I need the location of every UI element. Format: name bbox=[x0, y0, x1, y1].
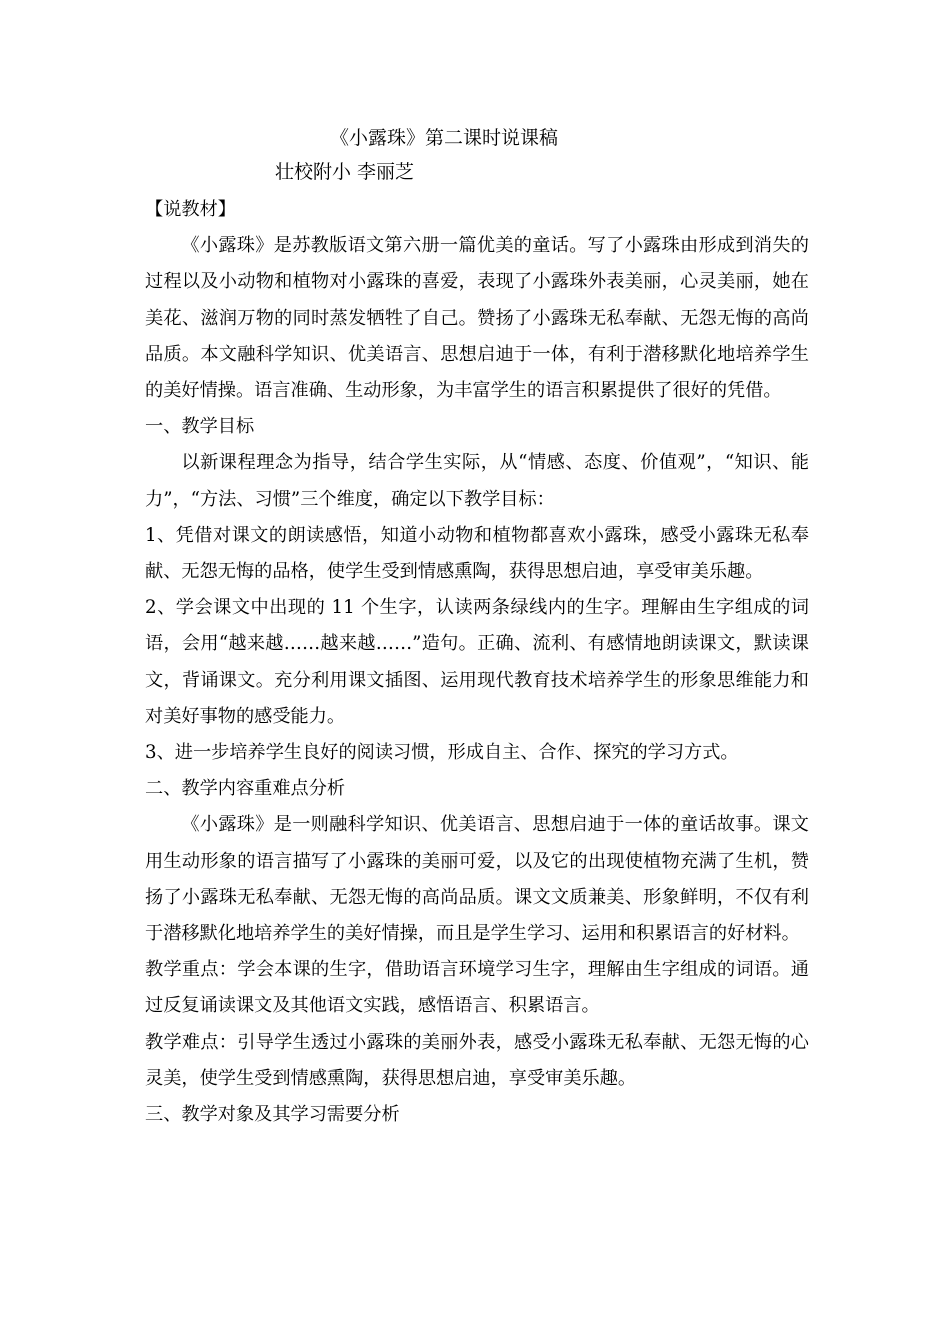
paragraph-teaching-difficulty: 教学难点：引导学生透过小露珠的美丽外表，感受小露珠无私奉献、无怨无悔的心灵美，使学生受到情感熏陶，获得思想启迪，享受审美乐趣。 bbox=[145, 1031, 809, 1089]
document-title: 《小露珠》第二课时说课稿 bbox=[330, 127, 559, 149]
list-item-goal-3: 3、进一步培养学生良好的阅读习惯，形成自主、合作、探究的学习方式。 bbox=[145, 742, 739, 764]
paragraph-goals-intro: 以新课程理念为指导，结合学生实际，从“情感、态度、价值观”，“知识、能力”，“方法、习惯”三个维度，确定以下教学目标： bbox=[145, 452, 809, 510]
list-item-goal-1: 1、凭借对课文的朗读感悟，知道小动物和植物都喜欢小露珠，感受小露珠无私奉献、无怨无悔的品格，使学生受到情感熏陶，获得思想启迪，享受审美乐趣。 bbox=[145, 524, 809, 583]
paragraph-textbook-intro: 《小露珠》是苏教版语文第六册一篇优美的童话。写了小露珠由形成到消失的过程以及小动物和植物对小露珠的喜爱，表现了小露珠外表美丽，心灵美丽，她在美花、滋润万物的同时蒸发牺牲了自己。赞扬了小露珠无私奉献、无怨无悔的高尚品质。本文融科学知识、优美语言、思想启迪于一体，有利于潜移默化地培养学生的美好情操。语言准确、生动形象，为丰富学生的语言积累提供了很好的凭借。 bbox=[145, 235, 809, 402]
document-author: 壮校附小 李丽芝 bbox=[275, 161, 415, 183]
section-heading-textbook: 【说教材】 bbox=[145, 199, 236, 220]
paragraph-teaching-focus: 教学重点：学会本课的生字，借助语言环境学习生字，理解由生字组成的词语。通过反复诵读课文及其他语文实践，感悟语言、积累语言。 bbox=[145, 959, 809, 1017]
section-heading-teaching-goals: 一、教学目标 bbox=[145, 416, 255, 438]
document-body bbox=[145, 192, 809, 1133]
paragraph-content-analysis: 《小露珠》是一则融科学知识、优美语言、思想启迪于一体的童话故事。课文用生动形象的语言描写了小露珠的美丽可爱，以及它的出现使植物充满了生机，赞扬了小露珠无私奉献、无怨无悔的高尚品质。课文文质兼美、形象鲜明，不仅有利于潜移默化地培养学生的美好情操，而且是学生学习、运用和积累语言的好材料。 bbox=[145, 814, 809, 945]
list-item-goal-2: 2、学会课文中出现的 11 个生字，认读两条绿线内的生字。理解由生字组成的词语，会用“越来越……越来越……”造句。正确、流利、有感情地朗读课文，默读课文，背诵课文。充分利用课文插图、运用现代教育技术培养学生的形象思维能力和对美好事物的感受能力。 bbox=[145, 597, 809, 727]
section-heading-learner-analysis: 三、教学对象及其学习需要分析 bbox=[145, 1104, 400, 1126]
section-heading-key-points: 二、教学内容重难点分析 bbox=[145, 778, 346, 800]
